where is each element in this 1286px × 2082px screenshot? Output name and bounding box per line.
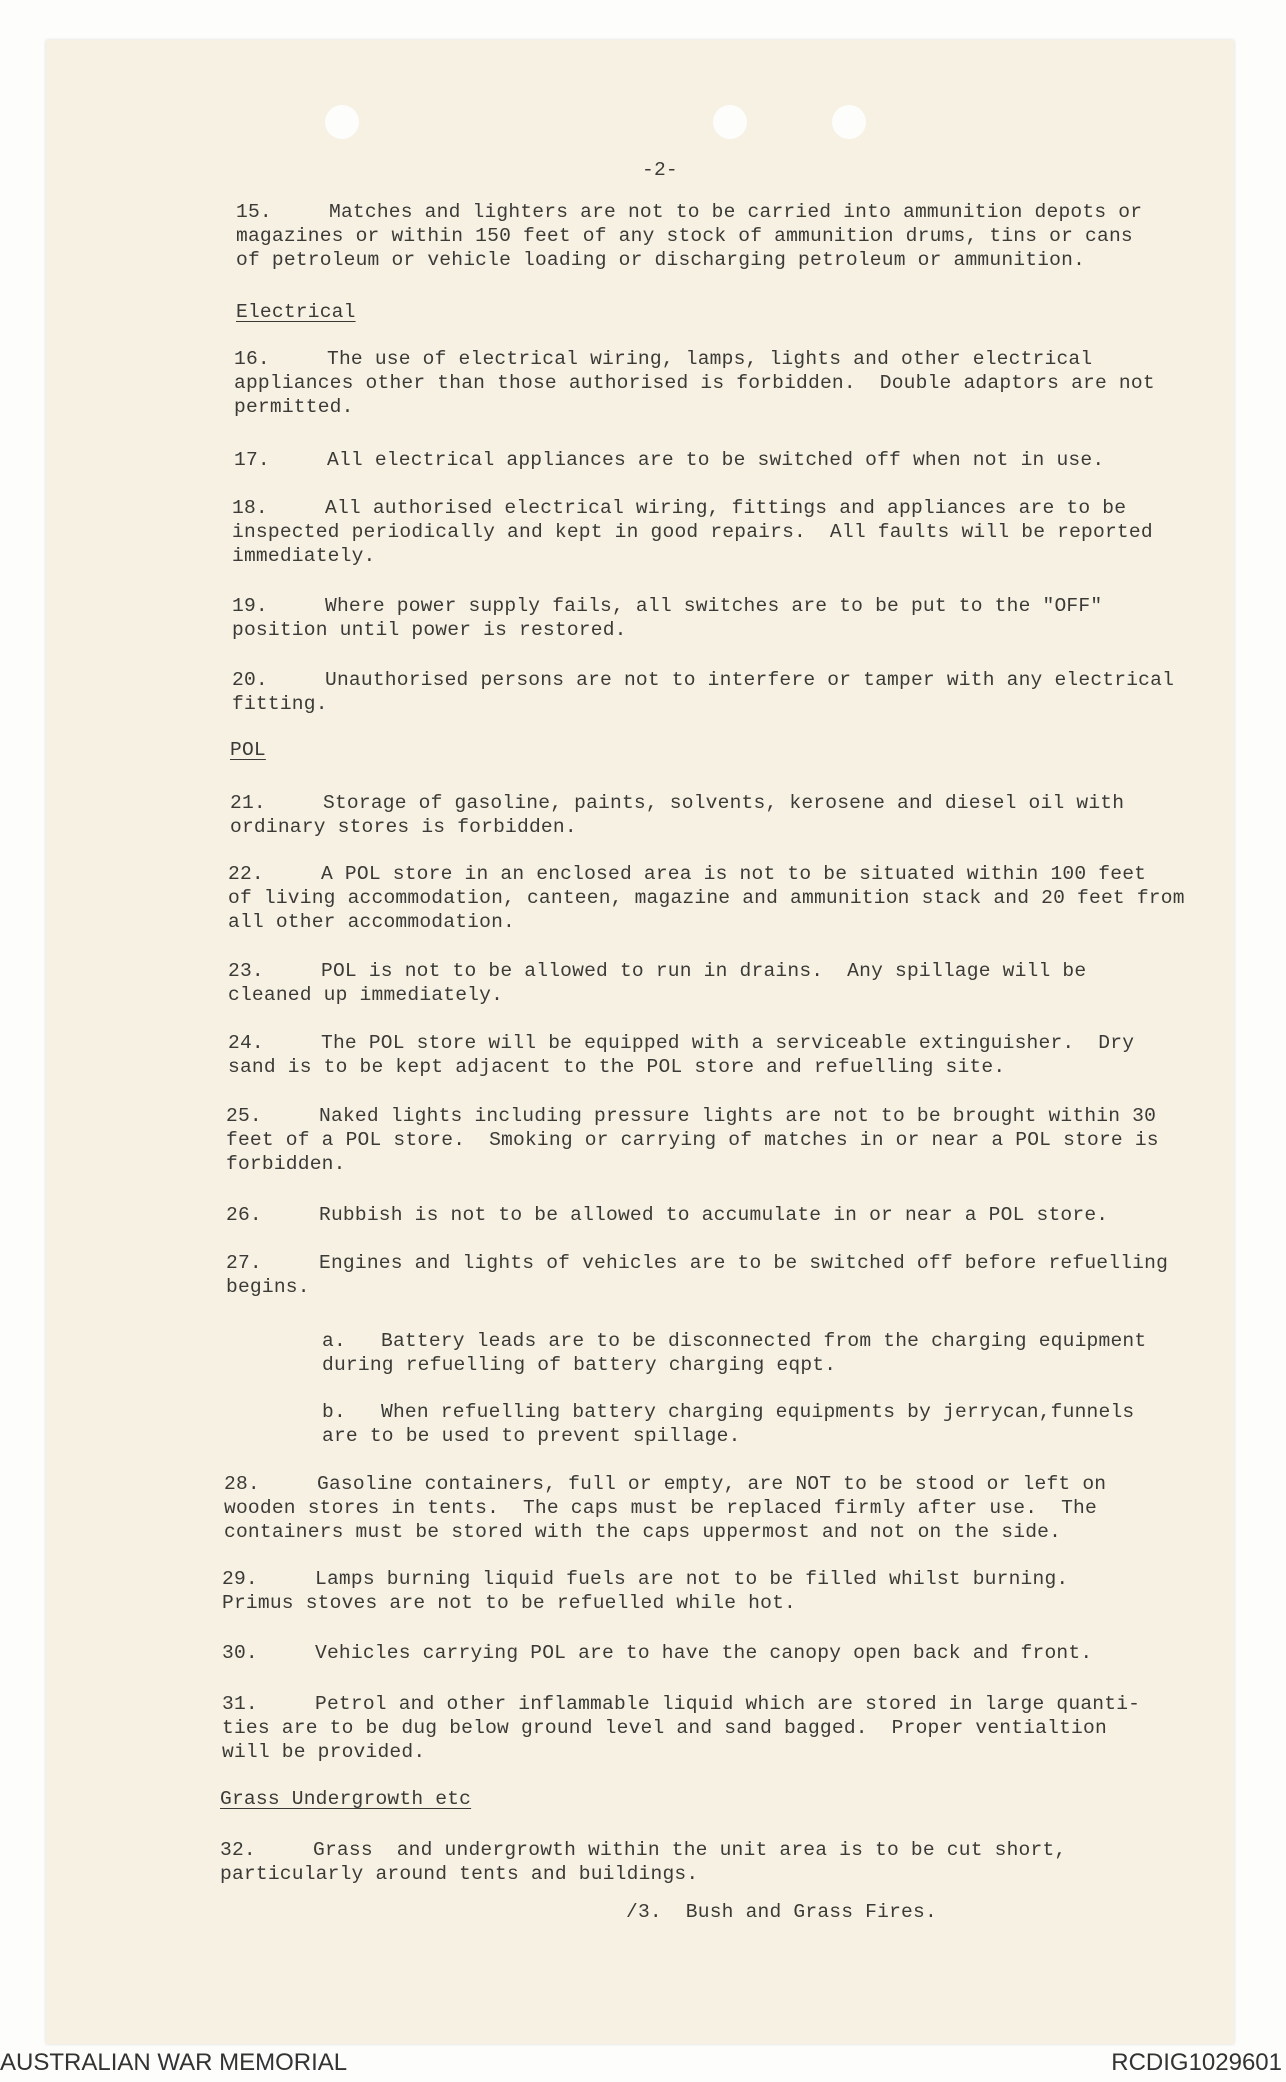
line-text: Where power supply fails, all switches are to be put to the "OFF" <box>325 595 1103 617</box>
paragraph-line <box>236 248 1142 272</box>
paragraph-line <box>226 1152 1159 1176</box>
line-text: All authorised electrical wiring, fittings and appliances are to be <box>325 497 1127 519</box>
paragraph-number: 32. <box>220 1839 256 1861</box>
line-text: fitting. <box>232 693 328 715</box>
paragraph-number: 23. <box>228 960 264 982</box>
line-text: Gasoline containers, full or empty, are NOT to be stood or left on <box>317 1473 1107 1495</box>
line-text: immediately. <box>232 545 376 567</box>
numbered-paragraph <box>226 1251 1168 1299</box>
paragraph-line <box>224 1520 1106 1544</box>
numbered-paragraph <box>234 347 1155 419</box>
line-text: Battery leads are to be disconnected from the charging equipment <box>381 1330 1147 1352</box>
paragraph-line <box>228 886 1185 910</box>
line-text: Matches and lighters are not to be carried into ammunition depots or <box>329 201 1143 223</box>
paragraph-line <box>222 1641 1092 1665</box>
numbered-paragraph <box>222 1641 1092 1665</box>
paragraph-number: 29. <box>222 1568 258 1590</box>
line-text: Rubbish is not to be allowed to accumulate in or near a POL store. <box>319 1204 1109 1226</box>
paragraph-number: 15. <box>236 201 272 223</box>
numbered-paragraph <box>226 1203 1108 1227</box>
paragraph-number: 27. <box>226 1252 262 1274</box>
continuation-note: /3. Bush and Grass Fires. <box>626 1901 937 1923</box>
paragraph-line <box>228 1031 1134 1055</box>
paragraph-line <box>228 959 1086 983</box>
paragraph-line <box>236 224 1142 248</box>
line-text: ties are to be dug below ground level and sand bagged. Proper ventialtion <box>222 1717 1107 1739</box>
paragraph-line <box>236 200 1142 224</box>
paragraph-number: 28. <box>224 1473 260 1495</box>
paragraph-line <box>222 1692 1140 1716</box>
paragraph-line <box>228 983 1086 1007</box>
line-text: containers must be stored with the caps uppermost and not on the side. <box>224 1521 1062 1543</box>
paragraph-line <box>224 1472 1106 1496</box>
punch-hole <box>713 105 747 139</box>
paragraph-number: a. <box>322 1330 346 1352</box>
paragraph-line <box>234 395 1155 419</box>
paragraph-number: 17. <box>234 449 270 471</box>
paragraph-line <box>322 1424 1134 1448</box>
line-text: A POL store in an enclosed area is not to be situated within 100 feet <box>321 863 1147 885</box>
paragraph-line <box>224 1496 1106 1520</box>
line-text: feet of a POL store. Smoking or carrying of matches in or near a POL store is <box>226 1129 1159 1151</box>
sub-paragraph <box>322 1329 1146 1377</box>
paragraph-line <box>222 1740 1140 1764</box>
line-text: magazines or within 150 feet of any stock of ammunition drums, tins or cans <box>236 225 1133 247</box>
paragraph-line <box>230 815 1124 839</box>
line-text: When refuelling battery charging equipments by jerrycan,funnels <box>381 1401 1135 1423</box>
line-text: Vehicles carrying POL are to have the canopy open back and front. <box>315 1642 1093 1664</box>
paragraph-number: 22. <box>228 863 264 885</box>
paragraph-line <box>226 1203 1108 1227</box>
paragraph-line <box>222 1591 1068 1615</box>
line-text: wooden stores in tents. The caps must be replaced firmly after use. The <box>224 1497 1097 1519</box>
paragraph-number: 18. <box>232 497 268 519</box>
line-text: POL is not to be allowed to run in drains. Any spillage will be <box>321 960 1087 982</box>
paragraph-line <box>228 862 1185 886</box>
line-text: particularly around tents and buildings. <box>220 1863 699 1885</box>
paragraph-number: 26. <box>226 1204 262 1226</box>
line-text: cleaned up immediately. <box>228 984 504 1006</box>
section-heading: Grass Undergrowth etc <box>220 1788 472 1810</box>
paragraph-line <box>222 1716 1140 1740</box>
numbered-paragraph <box>232 594 1102 642</box>
paragraph-number: 21. <box>230 792 266 814</box>
paragraph-line <box>232 618 1102 642</box>
sub-paragraph <box>322 1400 1134 1448</box>
paragraph-line <box>232 496 1153 520</box>
line-text: Storage of gasoline, paints, solvents, kerosene and diesel oil with <box>323 792 1125 814</box>
paragraph-line <box>226 1275 1168 1299</box>
line-text: will be provided. <box>222 1741 426 1763</box>
line-text: are to be used to prevent spillage. <box>322 1425 741 1447</box>
line-text: Naked lights including pressure lights are not to be brought within 30 <box>319 1105 1157 1127</box>
numbered-paragraph <box>220 1838 1066 1886</box>
paragraph-line <box>322 1353 1146 1377</box>
paragraph-line <box>322 1400 1134 1424</box>
line-text: Grass and undergrowth within the unit area is to be cut short, <box>313 1839 1067 1861</box>
line-text: ordinary stores is forbidden. <box>230 816 577 838</box>
numbered-paragraph <box>222 1567 1068 1615</box>
numbered-paragraph <box>222 1692 1140 1764</box>
paragraph-number: 20. <box>232 669 268 691</box>
numbered-paragraph <box>228 862 1185 934</box>
paragraph-number: 25. <box>226 1105 262 1127</box>
numbered-paragraph <box>228 1031 1134 1079</box>
line-text: Lamps burning liquid fuels are not to be filled whilst burning. <box>315 1568 1069 1590</box>
paragraph-number: 19. <box>232 595 268 617</box>
numbered-paragraph <box>236 200 1142 272</box>
numbered-paragraph <box>228 959 1086 1007</box>
paragraph-number: 31. <box>222 1693 258 1715</box>
line-text: Engines and lights of vehicles are to be switched off before refuelling <box>319 1252 1169 1274</box>
line-text: inspected periodically and kept in good repairs. All faults will be reported <box>232 521 1153 543</box>
paragraph-line <box>322 1329 1146 1353</box>
line-text: forbidden. <box>226 1153 346 1175</box>
paragraph-number: 16. <box>234 348 270 370</box>
paragraph-number: 24. <box>228 1032 264 1054</box>
section-heading: Electrical <box>236 301 356 323</box>
paragraph-line <box>220 1862 1066 1886</box>
line-text: sand is to be kept adjacent to the POL store and refuelling site. <box>228 1056 1006 1078</box>
paragraph-line <box>228 1055 1134 1079</box>
section-heading: POL <box>230 739 266 761</box>
punch-hole <box>832 105 866 139</box>
paragraph-line <box>226 1128 1159 1152</box>
footer-identifier: RCDIG1029601 <box>1111 2049 1282 2076</box>
paragraph-line <box>234 448 1104 472</box>
line-text: The POL store will be equipped with a serviceable extinguisher. Dry <box>321 1032 1135 1054</box>
paragraph-line <box>226 1104 1159 1128</box>
paragraph-line <box>234 371 1155 395</box>
paragraph-line <box>232 692 1174 716</box>
paragraph-line <box>220 1838 1066 1862</box>
numbered-paragraph <box>224 1472 1106 1544</box>
paragraph-line <box>230 791 1124 815</box>
footer-institution: AUSTRALIAN WAR MEMORIAL <box>0 2049 348 2076</box>
numbered-paragraph <box>232 496 1153 568</box>
line-text: The use of electrical wiring, lamps, lights and other electrical <box>327 348 1093 370</box>
paragraph-line <box>228 910 1185 934</box>
line-text: position until power is restored. <box>232 619 627 641</box>
line-text: permitted. <box>234 396 354 418</box>
paragraph-line <box>232 544 1153 568</box>
numbered-paragraph <box>232 668 1174 716</box>
numbered-paragraph <box>230 791 1124 839</box>
paragraph-line <box>226 1251 1168 1275</box>
punch-hole <box>325 105 359 139</box>
line-text: Primus stoves are not to be refuelled while hot. <box>222 1592 796 1614</box>
line-text: All electrical appliances are to be switched off when not in use. <box>327 449 1105 471</box>
paragraph-line <box>232 520 1153 544</box>
line-text: Unauthorised persons are not to interfere or tamper with any electrical <box>325 669 1175 691</box>
paragraph-line <box>234 347 1155 371</box>
paragraph-line <box>232 668 1174 692</box>
line-text: during refuelling of battery charging eqpt. <box>322 1354 837 1376</box>
line-text: begins. <box>226 1276 310 1298</box>
line-text: appliances other than those authorised is forbidden. Double adaptors are not <box>234 372 1155 394</box>
numbered-paragraph <box>234 448 1104 472</box>
numbered-paragraph <box>226 1104 1159 1176</box>
paragraph-line <box>222 1567 1068 1591</box>
line-text: of petroleum or vehicle loading or discharging petroleum or ammunition. <box>236 249 1086 271</box>
paragraph-number: 30. <box>222 1642 258 1664</box>
paragraph-number: b. <box>322 1401 346 1423</box>
paragraph-line <box>232 594 1102 618</box>
line-text: all other accommodation. <box>228 911 515 933</box>
line-text: Petrol and other inflammable liquid which are stored in large quanti- <box>315 1693 1141 1715</box>
page-number: -2- <box>642 159 678 181</box>
line-text: of living accommodation, canteen, magazine and ammunition stack and 20 feet from <box>228 887 1185 909</box>
